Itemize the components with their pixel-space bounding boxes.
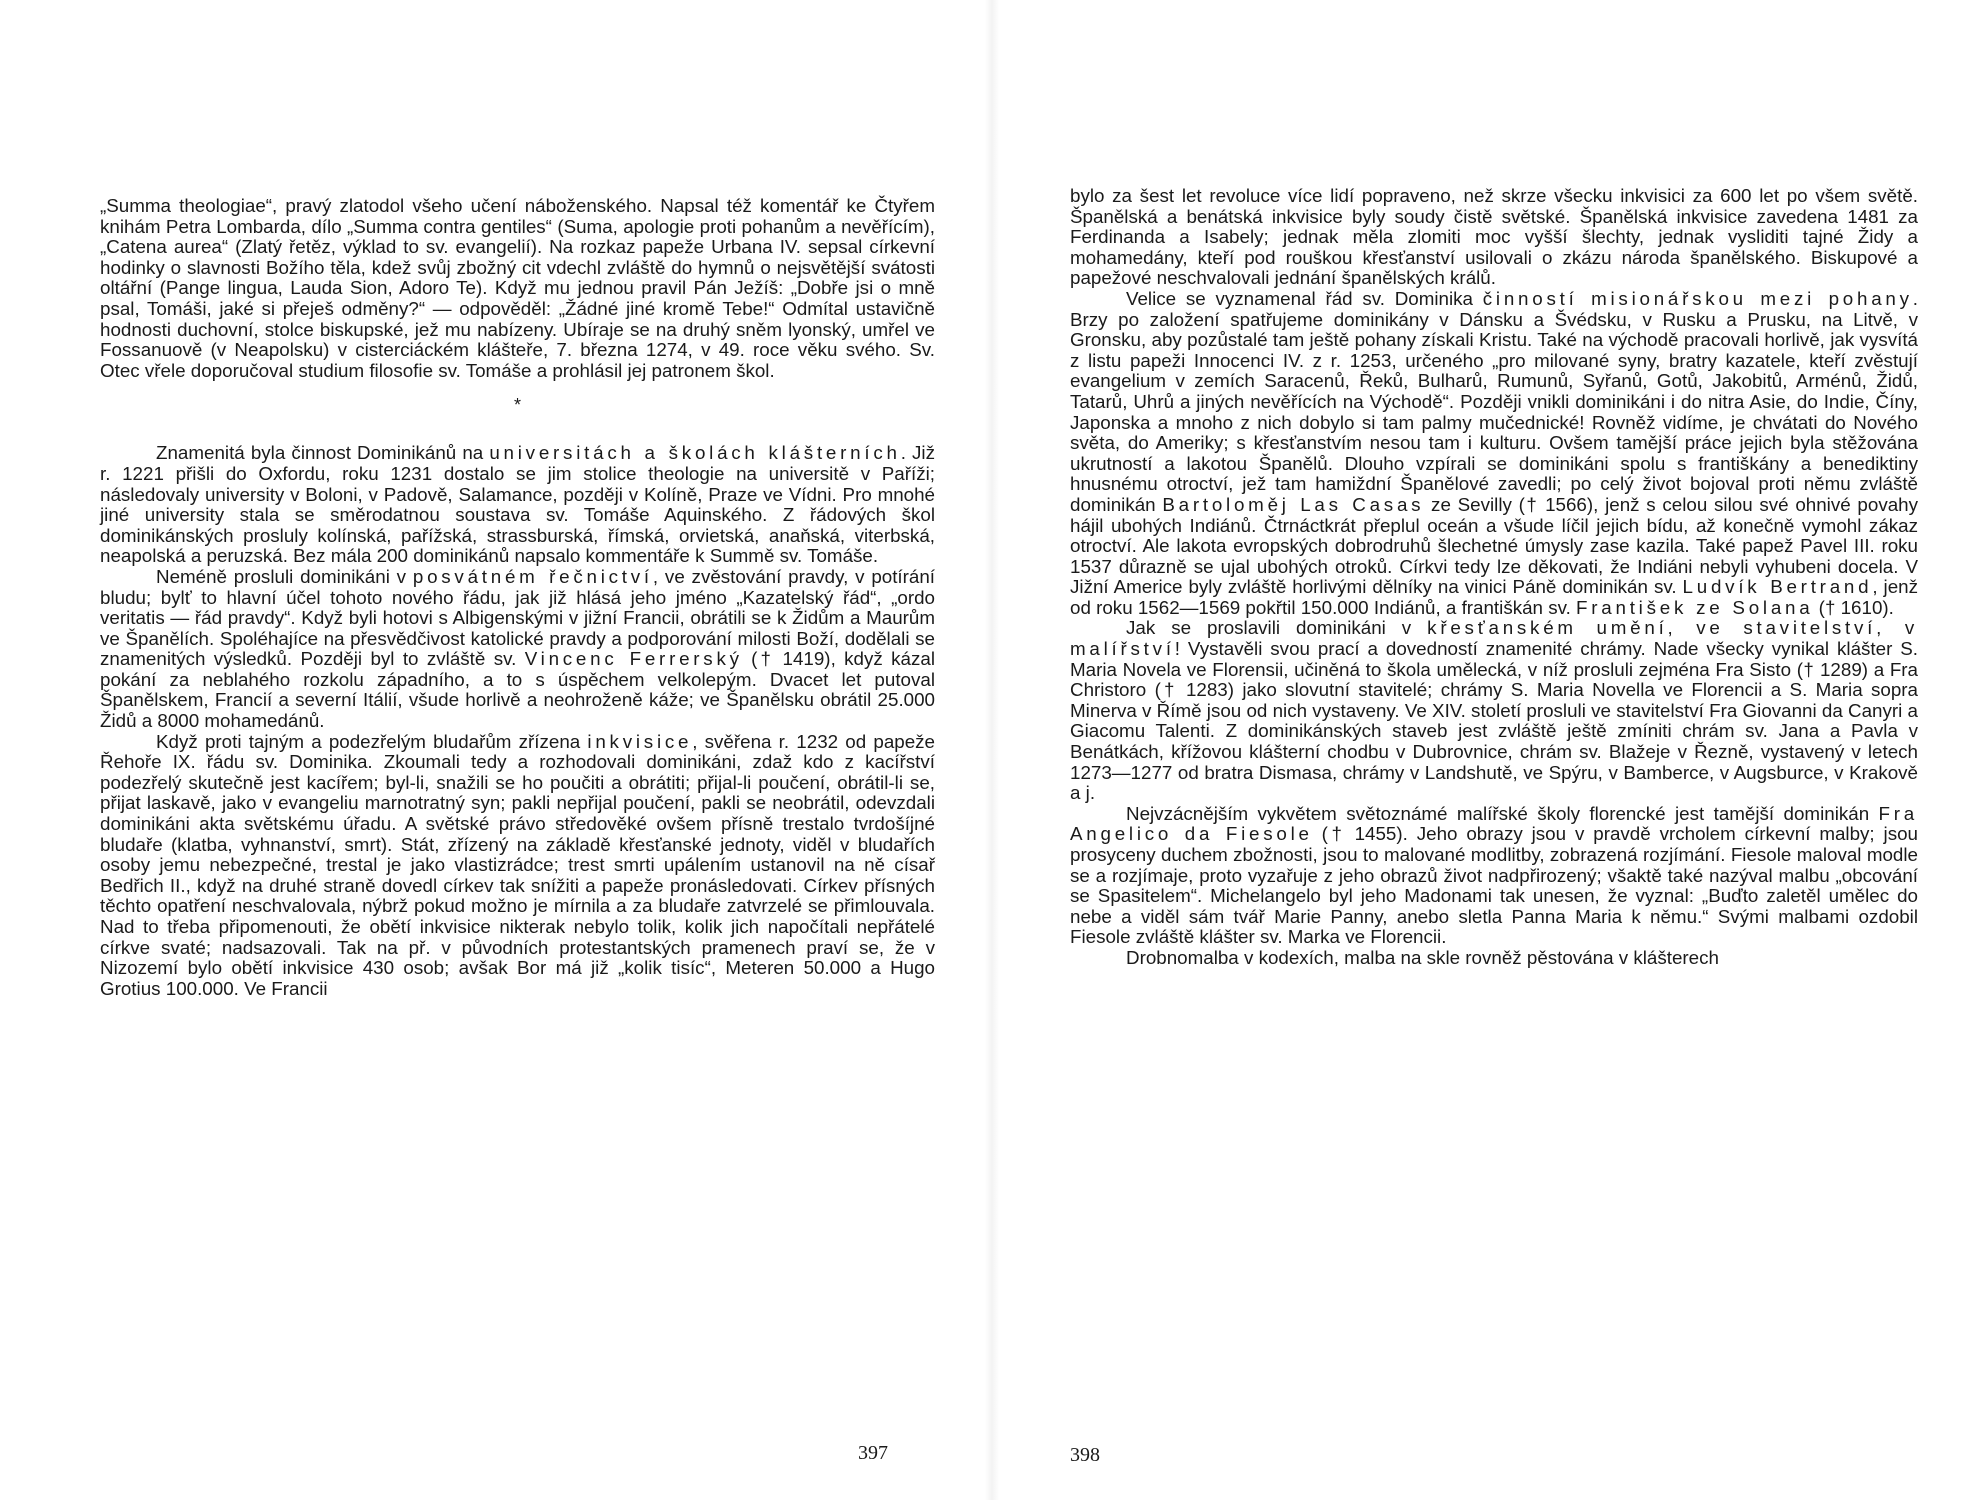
emphasized-text: Ludvík Bertrand <box>1682 576 1873 598</box>
emphasized-text: Vincenc Ferrerský <box>524 648 743 670</box>
emphasized-text: Bartoloměj Las Casas <box>1162 493 1425 515</box>
paragraph: Velice se vyznamenal řád sv. Dominika činností misionářskou mezi pohany. Brzy po založení spatřujeme dominikány v Dánsku a Švédsku, v Rusku a Prusku, na Litvě, v Gronsku, aby pozůstalé tam ještě pohany získali Kristu. Také na východě pracovali horlivě, jak vysvítá z listu papeži Innocenci IV. z r. 1253, určeného „pro milované syny, bratry kazatele, kteří zvěstují evangelium v zemích Saracenů, Řeků, Bulharů, Rumunů, Syřanů, Gotů, Jakobitů, Arménů, Židů, Tatarů, Uhrů a jiných nevěřících na Východě“. Později vnikli dominikáni i do nitra Asie, do Indie, Číny, Japonska a mnoho z nich dobylo si tam palmy mučednické! Rovněž vidíme, je chvátati do Nového světa, do Ameriky; s křesťanstvím nesou tam i kulturu. Ovšem tamější práce jejich byla stěžována ukrutností a lakotou Španělů. Dlouho vzpírali se dominikáni spolu s františkány a benediktiny hnusnému otroctví, jež tam hamiždní Španělové zavedli; po celý život bojoval proti němu zvláště dominikán Bartoloměj Las Casas ze Sevilly († 1566), jenž s celou silou své ohnivé povahy hájil ubohých Indiánů. Čtrnáctkrát přeplul oceán a všude líčil jejich bídu, až konečně vymohl zákaz otroctví. Ale lakota evropských dobrodruhů šlechetné úmysly zase kazila. Také papež Pavel III. roku 1537 důrazně se ujal ubohých otroků. Církvi tedy lze děkovati, že Indiáni nebyli vyhubeni docela. V Jižní Americe byly zvláště horlivými dělníky na vinici Páně dominikán sv. Ludvík Bertrand, jenž od roku 1562—1569 pokřtil 150.000 Indiánů, a františkán sv. František ze Solana († 1610). <box>1070 287 1918 618</box>
paragraph: Když proti tajným a podezřelým bludařům zřízena inkvisice, svěřena r. 1232 od papeže Řehoře IX. řádu sv. Dominika. Zkoumali tedy a rozhodovali dominikáni, zdaž kdo z kacířství podezřelý skutečně jest kacířem; byl-li, snažili se ho poučiti a obrátiti; přijal-li poučení, obrátil-li se, přijat laskavě, jako v evangeliu marnotratný syn; pakli nepřijal poučení, pakli se neobrátil, odevzdali dominikáni akta světskému úřadu. A světské právo středověké ovšem přísně trestalo tvrdošíjné bludaře (klatba, vyhnanství, smrt). Stát, zřízený na základě křesťanské jednoty, viděl v bludařích osoby jemu nebezpečné, trestal je jako vlastizrádce; trest smrti upálením ustanovil na ně císař Bedřich II., když na druhé straně dovedl církev tak snížiti a papeže pronásledovati. Církev přísných těchto opatření neschvalovala, nýbrž pokud možno je mírnila a za bludaře zatvrzelé se přimlouvala. Nad to třeba připomenouti, že obětí inkvisice nikterak nebylo tolik, kolik jich napočítali nepřátelé církve svaté; nadsazovali. Tak na př. v původních protestantských pramenech praví se, že v Nizozemí bylo obětí inkvisice 430 osob; avšak Bor má již „kolik tisíc“, Meteren 50.000 a Hugo Grotius 100.000. Ve Francii <box>100 730 935 999</box>
emphasized-text: František ze Solana <box>1576 596 1814 618</box>
emphasized-text: křesťanském umění, ve stavitelství, v malířství <box>1070 617 1919 660</box>
emphasized-text: Fra Angelico da Fiesole <box>1070 802 1918 845</box>
paragraph: Neméně prosluli dominikáni v posvátném řečnictví, ve zvěstování pravdy, v potírání bludu; bylť to hlavní účel tohoto nového řádu, jak již hlásá jeho jméno „Kazatelský řád“, „ordo veritatis — řád pravdy“. Když byli hotovi s Albigenskými v jižní Francii, obrátili se k Židům a Maurům ve Španělích. Spoléhajíce na přesvědčivost katolické pravdy a podporování milosti Boží, dodělali se znamenitých výsledků. Později byl to zvláště sv. Vincenc Ferrerský († 1419), když kázal pokání za neblahého rozkolu západního, a to s úspěchem velkolepým. Dvacet let putoval Španělskem, Francií a severní Itálií, všude horlivě a neohroženě káže; ve Španělsku obrátil 25.000 Židů a 8000 mohamedánů. <box>100 565 936 732</box>
page-number: 397 <box>858 1442 888 1464</box>
paragraph: Znamenitá byla činnost Dominikánů na universitách a školách klášterních. Již r. 1221 přišli do Oxfordu, roku 1231 dostalo se jim stolice theologie na universitě v Paříži; následovaly university v Boloni, v Padově, Salamance, později v Kolíně, Praze ve Vídni. Pro mnohé jiné university stala se směrodatnou soustava sv. Tomáše Aquinského. Z řádových škol dominikánských prosluly kolínská, pařížská, strassburská, římská, orvietská, anaňská, viterbská, neapolská a peruzská. Bez mála 200 dominikánů napsalo kommentáře k Summě sv. Tomáše. <box>100 442 935 567</box>
emphasized-text: universitách a školách klášterních <box>489 442 901 464</box>
book-gutter <box>985 0 999 1500</box>
emphasized-text: inkvisice <box>587 730 693 752</box>
paragraph: Nejvzácnějším vykvětem světoznámé malířské školy florencké jest tamější dominikán Fra Angelico da Fiesole († 1455). Jeho obrazy jsou v pravdě vrcholem církevní malby; jsou prosyceny duchem zbožnosti, jsou to malované modlitby, zobrazená rozjímání. Fiesole maloval modle se a rozjímaje, proto vyzařuje z jeho obrazů život nadpřirozený; všaktě také nazýval malbu „obcování se Spasitelem“. Michelangelo byl jeho Madonami tak unesen, že vyznal: „Buďto zaletěl umělec do nebe a viděl sám tvář Marie Panny, anebo sletla Panna Maria k němu.“ Svými malbami ozdobil Fiesole zvláště klášter sv. Marka ve Florencii. <box>1070 802 1918 948</box>
paragraph: „Summa theologiae“, pravý zlatodol všeho učení náboženského. Napsal též komentář ke Čtyřem knihám Petra Lombarda, dílo „Summa contra gentiles“ (Suma, apologie proti pohanům a nevěřícím), „Catena aurea“ (Zlatý řetěz, výklad to sv. evangelií). Na rozkaz papeže Urbana IV. sepsal církevní hodinky o slavnosti Božího těla, kdež svůj zbožný cit vdechl zvláště do hymnů o nejsvětější svátosti oltářní (Pange lingua, Lauda Sion, Adoro Te). Když mu jednou pravil Pán Ježíš: „Dobře jsi o mně psal, Tomáši, jaké si přeješ odměny?“ — odpověděl: „Žádné jiné kromě Tebe!“ Odmítal ustavičně hodnosti duchovní, stolce biskupské, jež mu nabízeny. Ubíraje se na druhý sněm lyonský, umřel ve Fossanuově (v Neapolsku) v cisterciáckém klášteře, 7. března 1274, v 49. roce věku svého. Sv. Otec vřele doporučoval studium filosofie sv. Tomáše a prohlásil jej patronem škol. <box>100 195 935 381</box>
right-page-text <box>1070 186 1918 969</box>
right-page <box>1070 0 1918 1500</box>
left-page <box>100 0 935 1500</box>
left-page-text <box>100 196 935 999</box>
paragraph: Drobnomalba v kodexích, malba na skle rovněž pěstována v klášterech <box>1126 946 1719 968</box>
emphasized-text: posvátném řečnictví <box>412 565 653 587</box>
section-separator: * <box>513 395 521 416</box>
paragraph: Jak se proslavili dominikáni v křesťanském umění, ve stavitelství, v malířství! Vystavěli svou prací a dovedností znamenité chrámy. Nade všecky vynikal klášter S. Maria Novela ve Florensii, učiněná to škola umělecká, v níž prosluli zejména Fra Sisto († 1289) a Fra Christoro († 1283) jako slovutní stavitelé; chrámy S. Maria Novella ve Florencii a S. Maria sopra Minerva v Římě jsou od nich vystaveny. Ve XIV. století prosluli ve stavitelství Fra Giovanni da Canyri a Giacomu Talenti. Z dominikánských staveb jest zvláště ještě zmíniti chrám sv. Jana a Pavla v Benátkách, křížovou klášterní chodbu v Dubrovnice, chrám sv. Blažeje v Řezně, vystavený v letech 1273—1277 od bratra Dismasa, chrámy v Landshutě, ve Spýru, v Bamberce, v Augsburce, v Krakově a j. <box>1070 617 1919 804</box>
page-number: 398 <box>1070 1444 1100 1466</box>
emphasized-text: činností misionářskou mezi pohany <box>1482 287 1913 309</box>
paragraph: bylo za šest let revoluce více lidí popraveno, než skrze všecku inkvisici za 600 let po všem světě. Španělská a benátská inkvisice byly soudy čistě světské. Španělská inkvisice zavedena 1481 za Ferdinanda a Isabely; jednak měla zlomiti moc vyšší šlechty, jednak vysliditi tajné Židy a mohamedány, kteří pod rouškou křesťanství usilovali o zkázu národa španělského. Biskupové a papežové neschvalovali jednání španělských králů. <box>1070 185 1918 289</box>
